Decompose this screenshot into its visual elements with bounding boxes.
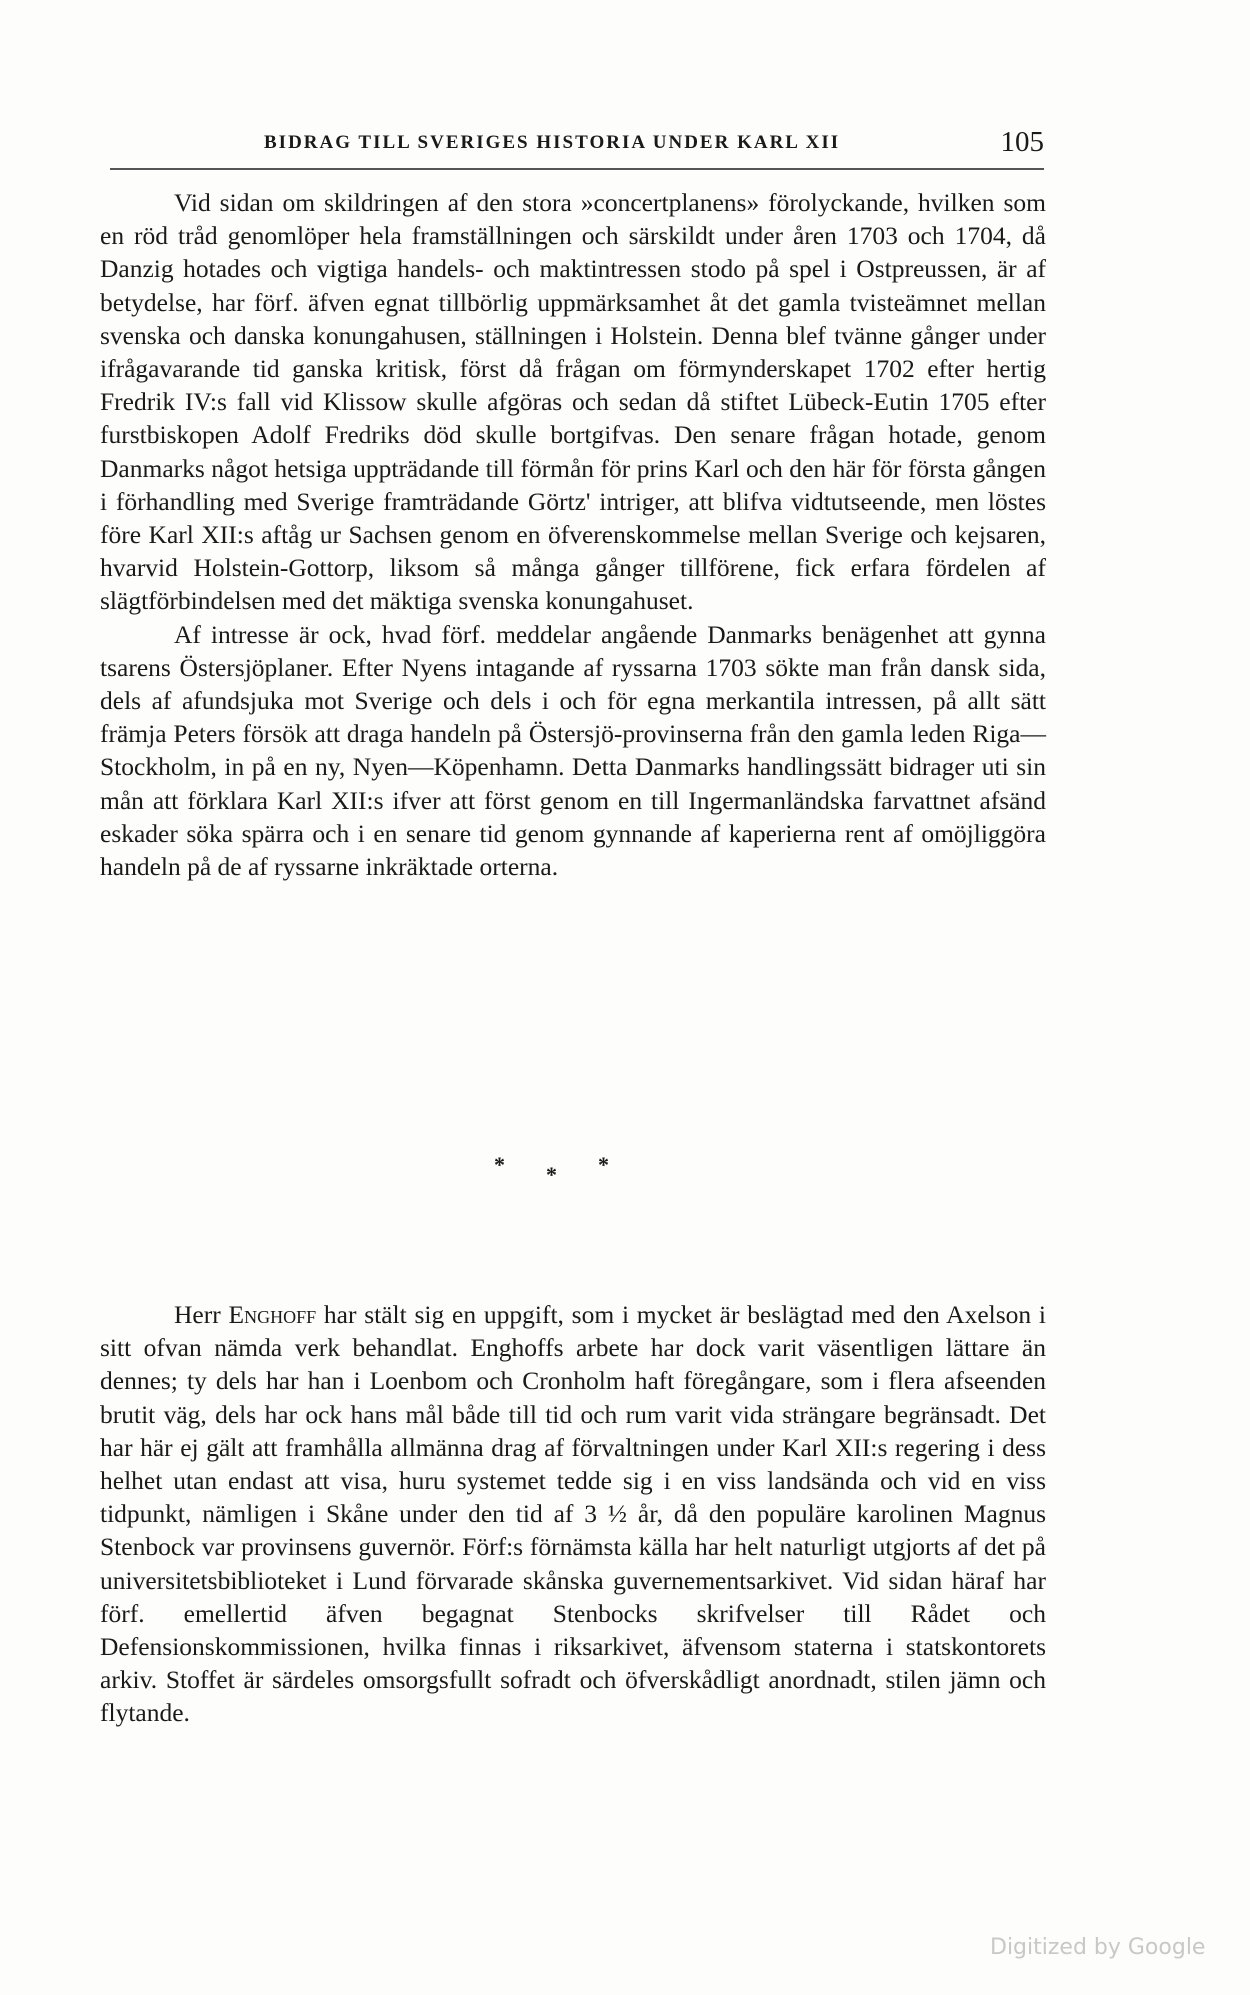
paragraph: Af intresse är ock, hvad förf. meddelar angående Danmarks benägenhet att gynna tsarens Östersjöplaner. Efter Nyens intagande af ryssarna 1703 sökte man från dansk sida, dels af afundsjuka mot Sverige och dels i och för egna merkantila intressen, på allt sätt främja Peters försök att draga handeln på Östersjö-provinserna från den gamla leden Riga—Stockholm, in på en ny, Nyen—Köpenhamn. Detta Danmarks handlingssätt bidrager uti sin mån att förklara Karl XII:s ifver att först genom en till Ingermanländska farvattnet afsänd eskader söka spärra och i en senare tid genom gynnande af kaperierna rent af omöjliggöra handeln på de af ryssarne inkräktade orterna. bbox=[100, 619, 1046, 882]
section-separator bbox=[490, 1150, 650, 1190]
review-section-1 bbox=[100, 186, 1046, 883]
paragraph bbox=[100, 1298, 1046, 1730]
running-head: BIDRAG TILL SVERIGES HISTORIA UNDER KARL XII bbox=[264, 132, 841, 153]
paragraph: Vid sidan om skildringen af den stora »concertplanens» förolyckande, hvilken som en röd tråd genomlöper hela framställningen och särskildt under åren 1703 och 1704, då Danzig hotades och vigtiga handels- och maktintressen stodo på spel i Ostpreussen, är af betydelse, har förf. äfven egnat tillbörlig uppmärksamhet åt det gamla tvisteämnet mellan svenska och danska konungahusen, ställningen i Holstein. Denna blef tvänne gånger under ifrågavarande tid ganska kritisk, först då frågan om förmynderskapet 1702 efter hertig Fredrik IV:s fall vid Klissow skulle afgöras och sedan då stiftet Lübeck-Eutin 1705 efter furstbiskopen Adolf Fredriks död skulle bortgifvas. Den senare frågan hotade, genom Danmarks något hetsiga uppträdande till förmån för prins Karl och den här för första gången i förhandling med Sverige framträdande Görtz' intriger, att blifva vidtutseende, men löstes före Karl XII:s aftåg ur Sachsen genom en öfverenskommelse mellan Sverige och kejsaren, hvarvid Holstein-Gottorp, liksom så många gånger tillförene, fick erfara fördelen af slägtförbindelsen med det mäktiga svenska konungahuset. bbox=[100, 188, 1046, 616]
separator-star: * bbox=[546, 1162, 557, 1187]
page-header bbox=[104, 126, 1044, 166]
header-rule bbox=[110, 168, 1044, 170]
digitized-watermark: Digitized by Google bbox=[990, 1935, 1206, 1960]
author-name: Enghoff bbox=[228, 1300, 317, 1329]
paragraph-rest: har stält sig en uppgift, som i mycket är beslägtad med den Axelson i sitt ofvan nämda verk behandlat. Enghoffs arbete har dock varit väsentligen lättare än dennes; ty dels har han i Loenbom och Cronholm haft föregångare, som i flera afseenden brutit väg, dels har ock hans mål både till tid och rum varit vida strängare begränsadt. Det har här ej gält att framhålla allmänna drag af förvaltningen under Karl XII:s regering i dess helhet utan endast att visa, huru systemet tedde sig i en viss landsända och vid en viss tidpunkt, nämligen i Skåne under den tid af 3 ½ år, då den populäre karolinen Magnus Stenbock var provinsens guvernör. Förf:s förnämsta källa har helt naturligt utgjorts af det på universitetsbiblioteket i Lund förvarade skånska guvernementsarkivet. Vid sidan häraf har förf. emellertid äfven begagnat Stenbocks skrifvelser till Rådet och Defensionskommissionen, hvilka finnas i riksarkivet, äfvensom staterna i statskontorets arkiv. Stoffet är särdeles omsorgsfullt sofradt och öfverskådligt anordnadt, stilen jämn och flytande. bbox=[100, 1300, 1047, 1728]
page-number: 105 bbox=[1000, 126, 1044, 158]
review-section-2 bbox=[100, 1298, 1046, 1730]
separator-star: * bbox=[494, 1152, 505, 1177]
separator-star: * bbox=[598, 1152, 609, 1177]
opening-word: Herr bbox=[174, 1300, 221, 1329]
